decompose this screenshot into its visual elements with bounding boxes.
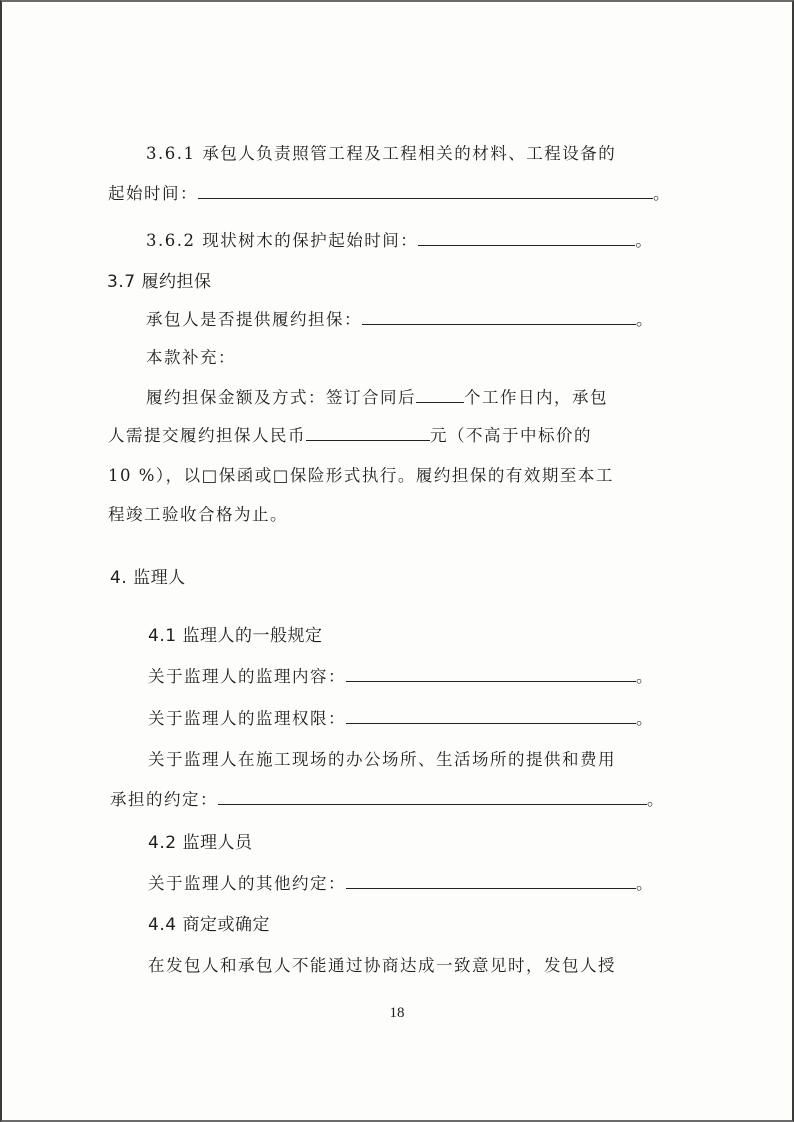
office-provision-row: 关于监理人在施工现场的办公场所、生活场所的提供和费用 — [148, 750, 616, 769]
supervision-content-row: 关于监理人的监理内容： 。 — [148, 667, 654, 686]
supplement-label: 本款补充： — [146, 348, 236, 367]
performance-bond-row: 承包人是否提供履约担保： 。 — [146, 310, 654, 329]
working-days-blank[interactable] — [416, 388, 464, 403]
heading-4-2: 4.2 监理人员 — [148, 833, 253, 853]
heading-3-7: 3.7 履约担保 — [107, 272, 212, 292]
page-number: 18 — [389, 1005, 405, 1021]
negotiation-row: 在发包人和承包人不能通过协商达成一致意见时，发包人授 — [148, 956, 616, 975]
heading-4-1: 4.1 监理人的一般规定 — [148, 626, 323, 646]
other-agreement-row: 关于监理人的其他约定： 。 — [148, 874, 654, 893]
start-time-row: 起始时间： 。 — [108, 184, 671, 203]
bond-rmb-row: 人需提交履约担保人民币 元（不高于中标价的 — [108, 426, 592, 445]
bond-form-row: 10 %），以□保函或□保险形式执行。履约担保的有效期至本工 — [108, 466, 614, 485]
other-agreement-blank[interactable] — [346, 874, 636, 889]
supervision-content-blank[interactable] — [346, 667, 636, 682]
heading-4-4: 4.4 商定或确定 — [148, 915, 270, 935]
rmb-amount-blank[interactable] — [306, 426, 430, 441]
supervision-authority-blank[interactable] — [346, 709, 636, 724]
performance-bond-blank[interactable] — [362, 310, 636, 325]
tree-protection-blank[interactable] — [418, 231, 635, 246]
bond-amount-row: 履约担保金额及方式：签订合同后 个工作日内，承包 — [146, 388, 608, 407]
cost-agreement-blank[interactable] — [218, 790, 647, 805]
clause-3-6-2: 3.6.2 现状树木的保护起始时间： 。 — [146, 231, 654, 250]
clause-3-6-1: 3.6.1 承包人负责照管工程及工程相关的材料、工程设备的 — [146, 144, 617, 163]
bond-validity-row: 程竣工验收合格为止。 — [108, 505, 288, 524]
start-time-blank[interactable] — [198, 184, 653, 199]
heading-4: 4. 监理人 — [110, 568, 186, 588]
supervision-authority-row: 关于监理人的监理权限： 。 — [148, 709, 654, 728]
cost-agreement-row: 承担的约定： 。 — [110, 790, 665, 809]
